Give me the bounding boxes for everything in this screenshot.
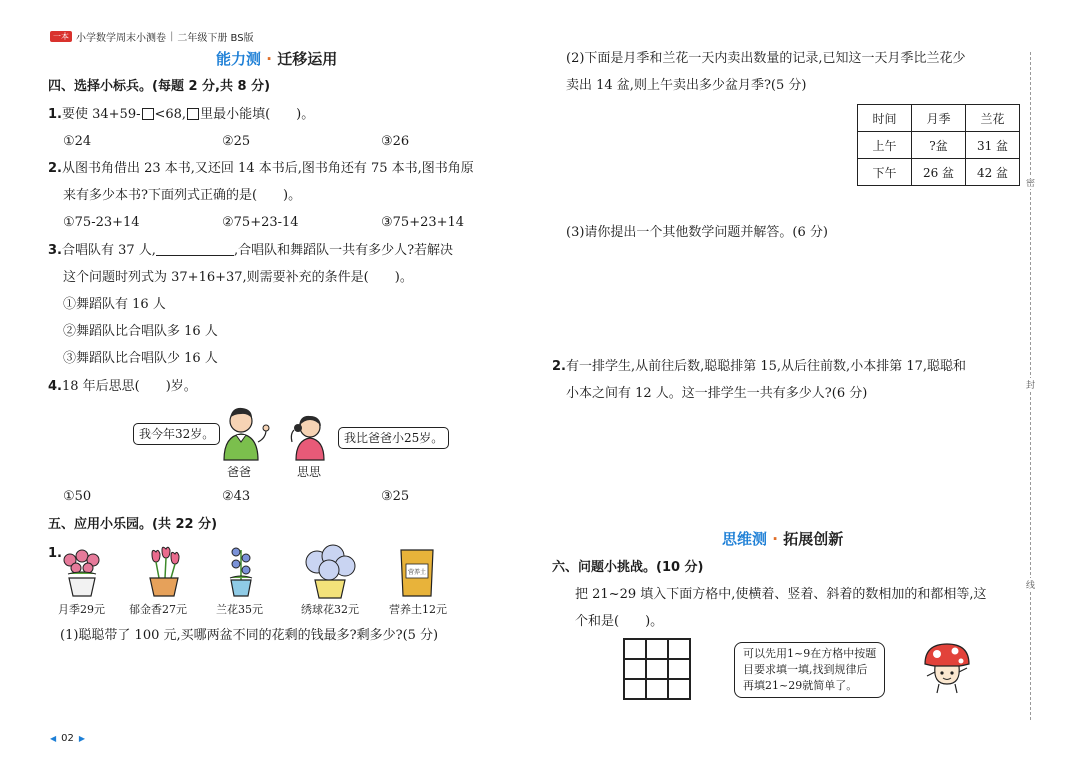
dad-label: 爸爸 — [227, 465, 252, 479]
q1-option-1: ①24 — [63, 134, 92, 149]
girl-speech-bubble: 我比爸爸小25岁。 — [338, 427, 449, 449]
next-arrow-icon: ▶ — [78, 734, 86, 743]
q3-option-1: ①舞蹈队有 16 人 — [63, 297, 166, 312]
item-orchid-price: 兰花35元 — [216, 603, 263, 616]
table-header-cell: 兰花 — [966, 105, 1020, 132]
item-hydrangea-price: 绣球花32元 — [301, 603, 359, 616]
dad-speech-bubble: 我今年32岁。 — [133, 423, 220, 445]
part4-heading: 四、选择小标兵。(每题 2 分,共 8 分) — [48, 79, 271, 94]
girl-label: 思思 — [297, 465, 322, 479]
answer-box — [142, 108, 154, 120]
q4-text: 4.18 年后思思( )岁。 — [48, 379, 197, 394]
grid-cell — [668, 659, 690, 679]
table-row — [858, 132, 1020, 159]
page-header — [50, 29, 254, 44]
header-badge: 一本 — [50, 31, 72, 42]
dad-figure-icon — [214, 404, 272, 462]
table-cell: 26 盆 — [912, 159, 966, 186]
grid-cell — [646, 639, 668, 659]
table-header-cell: 时间 — [858, 105, 912, 132]
hint-bubble: 可以先用1~9在方格中按题 目要求填一填,找到规律后 再填21~29就简单了。 — [734, 642, 885, 698]
fill-blank — [156, 244, 234, 256]
header-separator: | — [170, 31, 174, 42]
table-cell: 下午 — [858, 159, 912, 186]
sub2-line1: (2)下面是月季和兰花一天内卖出数量的记录,已知这一天月季比兰花少 — [566, 51, 966, 66]
grid-cell — [624, 659, 646, 679]
orchid-pot-icon — [226, 544, 256, 598]
sub3: (3)请你提出一个其他数学问题并解答。(6 分) — [566, 225, 828, 240]
part5-q1-num: 1. — [48, 546, 62, 561]
margin-mark-xian: 线 — [1026, 578, 1035, 591]
grid-cell — [668, 679, 690, 699]
r-q2-line1: 2.有一排学生,从前往后数,聪聪排第 15,从后往前数,小本排第 17,聪聪和 — [552, 359, 966, 374]
soil-bag-icon — [398, 546, 436, 598]
q4-option-1: ①50 — [63, 489, 92, 504]
table-row — [858, 159, 1020, 186]
margin-mark-feng: 封 — [1026, 378, 1035, 391]
item-soil-price: 营养土12元 — [389, 603, 447, 616]
r-q2-line2: 小本之间有 12 人。这一排学生一共有多少人?(6 分) — [566, 386, 868, 401]
q3-line2: 这个问题时列式为 37+16+37,则需要补充的条件是( )。 — [63, 270, 413, 285]
q2-option-2: ②75+23-14 — [222, 215, 299, 230]
header-series: 小学数学周末小测卷 — [76, 33, 166, 44]
q2-option-3: ③75+23+14 — [381, 215, 465, 230]
prev-arrow-icon: ◀ — [50, 734, 57, 743]
part6-line2: 个和是( )。 — [575, 614, 664, 629]
q1-text: 1.要使 34+59- <68, 里最小能填( )。 — [48, 107, 315, 122]
sub2-line2: 卖出 14 盆,则上午卖出多少盆月季?(5 分) — [566, 78, 807, 93]
part6-line1: 把 21~29 填入下面方格中,使横着、竖着、斜着的数相加的和都相等,这 — [575, 587, 987, 602]
header-grade: 二年级下册 BS版 — [177, 33, 254, 44]
q1-option-2: ②25 — [222, 134, 251, 149]
section-title-thinking: 思维测 · 拓展创新 — [722, 530, 844, 548]
item-tulip-price: 郁金香27元 — [129, 603, 187, 616]
mushroom-mascot-icon — [921, 640, 973, 696]
table-cell: 上午 — [858, 132, 912, 159]
q2-option-1: ①75-23+14 — [63, 215, 140, 230]
table-cell: 31 盆 — [966, 132, 1020, 159]
soil-bag-label: 营养土 — [407, 569, 427, 576]
grid-cell — [646, 679, 668, 699]
section-title-ability: 能力测 · 迁移运用 — [216, 50, 338, 68]
q3-option-2: ②舞蹈队比合唱队多 16 人 — [63, 324, 218, 339]
q3-line1: 3.合唱队有 37 人, ,合唱队和舞蹈队一共有多少人?若解决 — [48, 243, 454, 258]
hydrangea-pot-icon — [303, 544, 357, 600]
q4-option-2: ②43 — [222, 489, 251, 504]
grid-cell — [646, 659, 668, 679]
margin-mark-mi: 密 — [1026, 176, 1035, 189]
grid-cell — [624, 679, 646, 699]
magic-square-grid — [623, 638, 691, 700]
page-number: ◀ 02 ▶ — [50, 733, 86, 744]
tulip-pot-icon — [144, 546, 184, 598]
q4-option-3: ③25 — [381, 489, 410, 504]
grid-cell — [668, 639, 690, 659]
rose-pot-icon — [60, 548, 104, 598]
part6-heading: 六、问题小挑战。(10 分) — [552, 560, 704, 575]
table-cell: ?盆 — [912, 132, 966, 159]
sales-table — [857, 104, 1020, 186]
part5-heading: 五、应用小乐园。(共 22 分) — [48, 517, 218, 532]
grid-cell — [624, 639, 646, 659]
q1-option-3: ③26 — [381, 134, 410, 149]
item-rose-price: 月季29元 — [58, 603, 105, 616]
table-cell: 42 盆 — [966, 159, 1020, 186]
part5-sub1: (1)聪聪带了 100 元,买哪两盆不同的花剩的钱最多?剩多少?(5 分) — [60, 628, 439, 643]
table-header-row — [858, 105, 1020, 132]
answer-box — [187, 108, 199, 120]
table-header-cell: 月季 — [912, 105, 966, 132]
q2-line2: 来有多少本书?下面列式正确的是( )。 — [63, 188, 302, 203]
q3-option-3: ③舞蹈队比合唱队少 16 人 — [63, 351, 218, 366]
q2-line1: 2.从图书角借出 23 本书,又还回 14 本书后,图书角还有 75 本书,图书角原 — [48, 161, 474, 176]
girl-figure-icon — [288, 412, 336, 462]
